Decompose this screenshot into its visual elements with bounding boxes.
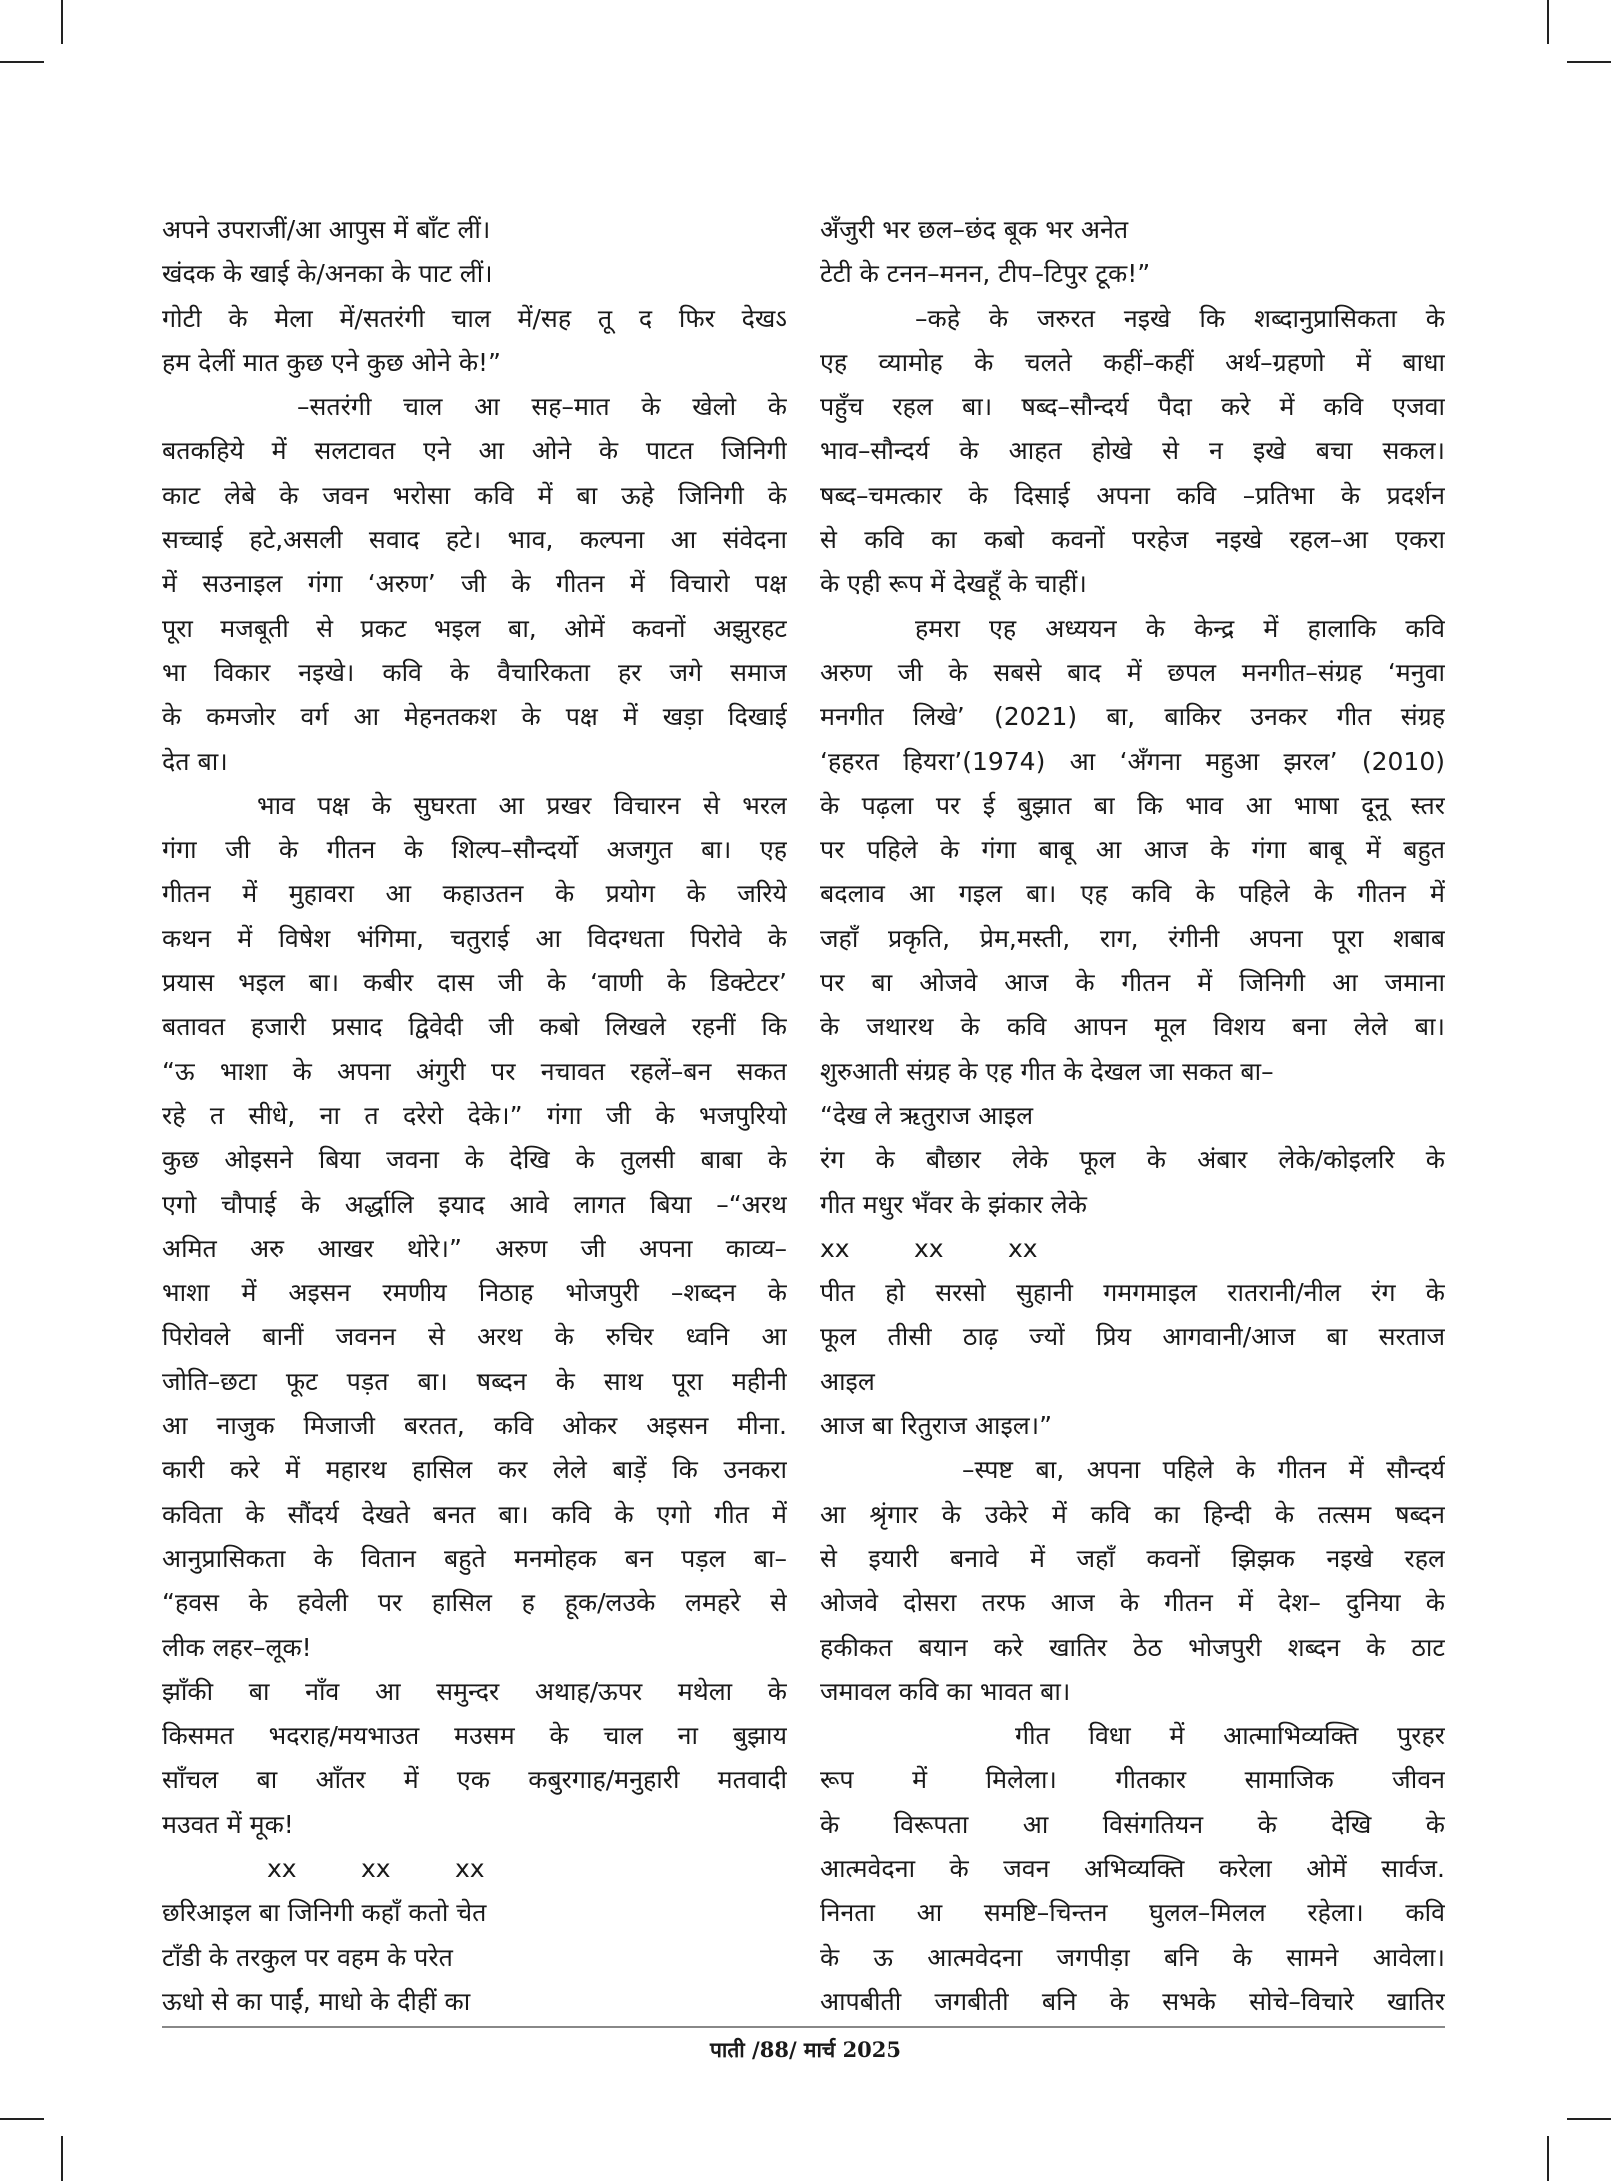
text-line: टेटी के टनन–मनन, टीप–टिपुर टूक!”	[820, 259, 1151, 289]
text-line: में सउनाइल गंगा ‘अरुण’ जी के गीतन में विचारो पक्ष	[162, 569, 787, 599]
text-line: बदलाव आ गइल बा। एह कवि के पहिले के गीतन में	[820, 879, 1445, 909]
right-text-column	[820, 208, 1445, 2024]
left-text-column	[162, 208, 787, 2024]
crop-mark-bottom-left-v	[61, 2136, 63, 2181]
text-line: “ऊ भाशा के अपना अंगुरी पर नचावत रहलें–बन सकत	[162, 1056, 787, 1086]
text-line: अपने उपराजीं/आ आपुस में बाँट लीं।	[162, 215, 491, 244]
text-line: कथन में विषेश भंगिमा, चतुराई आ विदग्धता पिरोवे के	[162, 923, 787, 953]
text-line: आ श्रृंगार के उकेरे में कवि का हिन्दी के तत्सम षब्दन	[820, 1499, 1445, 1529]
text-line: निनता आ समष्टि–चिन्तन घुलल–मिलल रहेला। कवि	[820, 1898, 1445, 1928]
text-line: एगो चौपाई के अर्द्धालि इयाद आवे लागत बिया –“अरथ	[162, 1189, 787, 1219]
verse-break-mark: xx	[361, 1853, 391, 1883]
text-line: कुछ ओइसने बिया जवना के देखि के तुलसी बाबा के	[162, 1145, 787, 1175]
text-line: के कमजोर वर्ग आ मेहनतकश के पक्ष में खड़ा दिखाई	[162, 702, 787, 732]
verse-break-mark: xx	[820, 1233, 850, 1263]
text-line: गीत विधा में आत्माभिव्यक्ति पुरहर	[1015, 1721, 1445, 1751]
crop-mark-top-right-h	[1567, 61, 1611, 63]
text-line: शुरुआती संग्रह के एह गीत के देखल जा सकत बा–	[820, 1056, 1274, 1086]
text-line: काट लेबे के जवन भरोसा कवि में बा ऊहे जिनिगी के	[162, 480, 787, 510]
text-line: ‘हहरत हियरा’(1974) आ ‘अँगना महुआ झरल’ (2010)	[820, 746, 1445, 776]
text-line: प्रयास भइल बा। कबीर दास जी के ‘वाणी के डिक्टेटर’	[162, 968, 787, 998]
text-line: बतावत हजारी प्रसाद द्विवेदी जी कबो लिखले रहनीं कि	[162, 1012, 787, 1042]
text-line: के ऊ आत्मवेदना जगपीड़ा बनि के सामने आवेला।	[820, 1942, 1445, 1972]
crop-mark-bottom-right-v	[1547, 2136, 1549, 2181]
text-line: भाशा में अइसन रमणीय निठाह भोजपुरी –शब्दन के	[162, 1278, 787, 1308]
text-line: झाँकी बा नाँव आ समुन्दर अथाह/ऊपर मथेला के	[162, 1676, 787, 1706]
verse-break-mark: xx	[914, 1233, 944, 1263]
crop-mark-bottom-right-h	[1567, 2118, 1611, 2120]
text-line: कविता के सौंदर्य देखते बनत बा। कवि के एगो गीत में	[162, 1499, 787, 1529]
text-line: आत्मवेदना के जवन अभिव्यक्ति करेला ओमें सार्वज.	[820, 1853, 1445, 1883]
text-line: भाव–सौन्दर्य के आहत होखे से न इखे बचा सकल।	[820, 436, 1445, 466]
text-line: भा विकार नइखे। कवि के वैचारिकता हर जगे समाज	[162, 657, 787, 687]
text-line: कारी करे में महारथ हासिल कर लेले बाड़ें कि उनकरा	[162, 1455, 787, 1485]
text-line: पिरोवले बानीं जवनन से अरथ के रुचिर ध्वनि आ	[162, 1322, 787, 1352]
text-line: लीक लहर–लूक!	[162, 1632, 312, 1662]
text-line: ओजवे दोसरा तरफ आज के गीतन में देश– दुनिया के	[820, 1588, 1445, 1618]
text-line: मनगीत लिखे’ (2021) बा, बाकिर उनकर गीत संग्रह	[820, 702, 1445, 732]
text-line: जमावल कवि का भावत बा।	[820, 1676, 1071, 1706]
text-line: के जथारथ के कवि आपन मूल विशय बना लेले बा।	[820, 1012, 1445, 1042]
text-line: रूप में मिलेला। गीतकार सामाजिक जीवन	[820, 1765, 1445, 1795]
text-line: –कहे के जरुरत नइखे कि शब्दानुप्रासिकता के	[915, 303, 1445, 333]
text-line: टाँडी के तरकुल पर वहम के परेत	[162, 1942, 453, 1972]
verse-break-mark: xx	[455, 1853, 485, 1883]
text-line: पूरा मजबूती से प्रकट भइल बा, ओमें कवनों अझुरहट	[162, 613, 787, 643]
text-line: के एही रूप में देखहूँ के चाहीं।	[820, 569, 1087, 599]
text-line: पर बा ओजवे आज के गीतन में जिनिगी आ जमाना	[820, 968, 1445, 998]
text-line: जोति–छटा फूट पड़त बा। षब्दन के साथ पूरा महीनी	[162, 1366, 787, 1396]
text-line: रहे त सीधे, ना त दरेरो देके।” गंगा जी के भजपुरियो	[162, 1100, 787, 1130]
verse-break-marker	[162, 1847, 787, 1891]
text-line: आपबीती जगबीती बनि के सभके सोचे–विचारे खातिर	[820, 1986, 1445, 2016]
text-line: पर पहिले के गंगा बाबू आ आज के गंगा बाबू में बहुत	[820, 835, 1445, 865]
text-line: आ नाजुक मिजाजी बरतत, कवि ओकर अइसन मीना.	[162, 1411, 787, 1441]
text-line: अमित अरु आखर थोरे।” अरुण जी अपना काव्य–	[162, 1233, 787, 1263]
text-line: भाव पक्ष के सुघरता आ प्रखर विचारन से भरल	[257, 790, 787, 820]
text-line: रंग के बौछार लेके फूल के अंबार लेके/कोइलरि के	[820, 1145, 1445, 1175]
text-line: छरिआइल बा जिनिगी कहाँ कतो चेत	[162, 1898, 487, 1928]
text-line: आनुप्रासिकता के वितान बहुते मनमोहक बन पड़ल बा–	[162, 1543, 787, 1573]
text-line: “देख ले ऋतुराज आइल	[820, 1100, 1034, 1130]
crop-mark-top-left-h	[0, 61, 44, 63]
text-line: गीत मधुर भँवर के झंकार लेके	[820, 1189, 1087, 1219]
text-line: हकीकत बयान करे खातिर ठेठ भोजपुरी शब्दन के ठाट	[820, 1632, 1445, 1662]
text-line: “हवस के हवेली पर हासिल ह हूक/लउके लमहरे से	[162, 1588, 787, 1618]
crop-mark-bottom-left-h	[0, 2118, 44, 2120]
text-line: आइल	[820, 1366, 875, 1396]
text-line: पीत हो सरसो सुहानी गमगमाइल रातरानी/नील रंग के	[820, 1278, 1445, 1308]
text-line: एह व्यामोह के चलते कहीं–कहीं अर्थ–ग्रहणो में बाधा	[820, 347, 1445, 377]
text-line: ऊधो से का पाईं, माधो के दीहीं का	[162, 1986, 471, 2016]
text-line: देत बा।	[162, 746, 228, 776]
text-line: पहुँच रहल बा। षब्द–सौन्दर्य पैदा करे में कवि एजवा	[820, 392, 1445, 422]
text-line: किसमत भदराह/मयभाउत मउसम के चाल ना बुझाय	[162, 1721, 787, 1751]
text-line: फूल तीसी ठाढ़ ज्यों प्रिय आगवानी/आज बा सरताज	[820, 1322, 1445, 1352]
text-line: अरुण जी के सबसे बाद में छपल मनगीत–संग्रह ‘मनुवा	[820, 657, 1445, 687]
crop-mark-top-right-v	[1547, 0, 1549, 44]
text-line: बतकहिये में सलटावत एने आ ओने के पाटत जिनिगी	[162, 436, 787, 466]
verse-break-mark: xx	[267, 1853, 297, 1883]
text-line: हम देलीं मात कुछ एने कुछ ओने के!”	[162, 347, 502, 377]
text-line: गीतन में मुहावरा आ कहाउतन के प्रयोग के जरिये	[162, 879, 787, 909]
text-line: से इयारी बनावे में जहाँ कवनों झिझक नइखे रहल	[820, 1543, 1445, 1573]
text-line: जहाँ प्रकृति, प्रेम,मस्ती, राग, रंगीनी अपना पूरा शबाब	[820, 923, 1445, 953]
text-line: गंगा जी के गीतन के शिल्प–सौन्दर्यो अजगुत बा। एह	[162, 835, 787, 865]
text-line: के पढ़ला पर ई बुझात बा कि भाव आ भाषा दूनू स्तर	[820, 790, 1445, 820]
text-line: साँचल बा आँतर में एक कबुरगाह/मनुहारी मतवादी	[162, 1765, 787, 1795]
text-line: के विरूपता आ विसंगतियन के देखि के	[820, 1809, 1445, 1839]
text-line: मउवत में मूक!	[162, 1809, 294, 1839]
page-footer: पाती /88/ मार्च 2025	[709, 2037, 902, 2062]
text-line: गोटी के मेला में/सतरंगी चाल में/सह तू द फिर देखऽ	[162, 303, 787, 333]
text-line: से कवि का कबो कवनों परहेज नइखे रहल–आ एकरा	[820, 525, 1445, 555]
text-line: षब्द–चमत्कार के दिसाई अपना कवि –प्रतिभा के प्रदर्शन	[820, 480, 1445, 510]
text-line: सच्चाई हटे,असली सवाद हटे। भाव, कल्पना आ संवेदना	[162, 525, 787, 555]
text-line: हमरा एह अध्ययन के केन्द्र में हालाकि कवि	[915, 613, 1445, 643]
text-line: –स्पष्ट बा, अपना पहिले के गीतन में सौन्दर्य	[962, 1455, 1445, 1485]
footer-rule	[162, 2026, 1445, 2028]
text-line: खंदक के खाई के/अनका के पाट लीं।	[162, 259, 493, 289]
verse-break-marker	[820, 1227, 1445, 1271]
text-line: –सतरंगी चाल आ सह–मात के खेलो के	[297, 392, 787, 422]
text-line: आज बा रितुराज आइल।”	[820, 1411, 1053, 1441]
crop-mark-top-left-v	[61, 0, 63, 44]
text-line: अँजुरी भर छल–छंद बूक भर अनेत	[820, 215, 1129, 244]
verse-break-mark: xx	[1008, 1233, 1038, 1263]
